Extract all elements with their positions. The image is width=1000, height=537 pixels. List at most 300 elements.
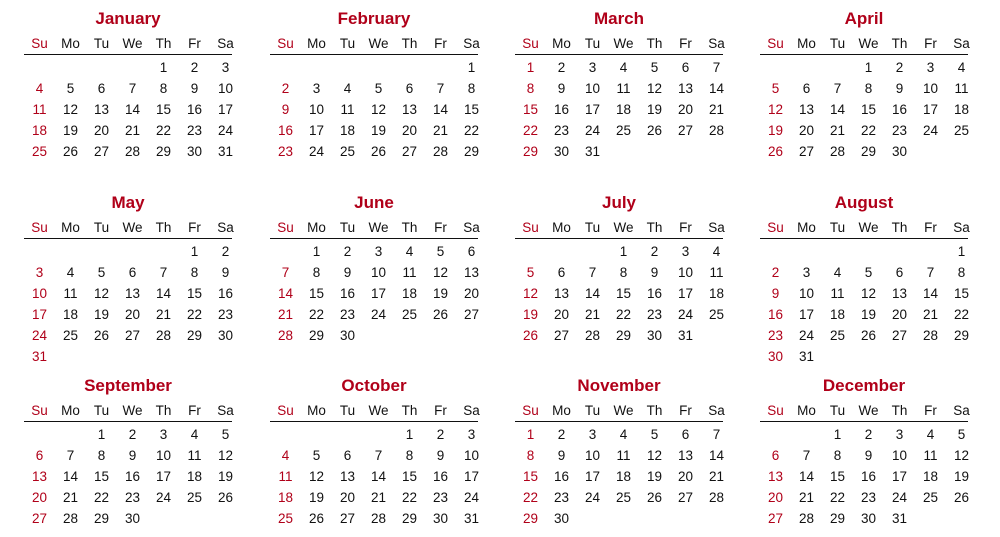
day-cell[interactable]: 23	[339, 307, 356, 322]
day-cell[interactable]: 15	[522, 469, 539, 484]
day-cell[interactable]: 23	[646, 307, 663, 322]
day-cell[interactable]: 16	[860, 469, 877, 484]
day-cell[interactable]: 30	[646, 328, 663, 343]
day-cell[interactable]: 8	[467, 81, 476, 96]
day-cell[interactable]: 27	[463, 307, 480, 322]
day-cell[interactable]: 8	[526, 448, 535, 463]
day-cell[interactable]: 7	[926, 265, 935, 280]
day-cell[interactable]: 19	[860, 307, 877, 322]
day-cell[interactable]: 16	[339, 286, 356, 301]
day-cell[interactable]: 20	[463, 286, 480, 301]
day-cell[interactable]: 3	[588, 427, 597, 442]
day-cell[interactable]: 12	[93, 286, 110, 301]
day-cell[interactable]: 26	[646, 123, 663, 138]
day-cell[interactable]: 29	[155, 144, 172, 159]
day-cell[interactable]: 21	[432, 123, 449, 138]
day-cell[interactable]: 30	[432, 511, 449, 526]
day-cell[interactable]: 27	[401, 144, 418, 159]
day-cell[interactable]: 1	[405, 427, 414, 442]
day-cell[interactable]: 6	[405, 81, 414, 96]
day-cell[interactable]: 16	[432, 469, 449, 484]
day-cell[interactable]: 15	[93, 469, 110, 484]
day-cell[interactable]: 23	[860, 490, 877, 505]
day-cell[interactable]: 25	[62, 328, 79, 343]
day-cell[interactable]: 20	[798, 123, 815, 138]
day-cell[interactable]: 10	[677, 265, 694, 280]
day-cell[interactable]: 13	[553, 286, 570, 301]
day-cell[interactable]: 1	[833, 427, 842, 442]
day-cell[interactable]: 28	[798, 511, 815, 526]
day-cell[interactable]: 7	[281, 265, 290, 280]
day-cell[interactable]: 30	[186, 144, 203, 159]
day-cell[interactable]: 15	[953, 286, 970, 301]
day-cell[interactable]: 19	[370, 123, 387, 138]
day-cell[interactable]: 7	[128, 81, 137, 96]
day-cell[interactable]: 28	[62, 511, 79, 526]
day-cell[interactable]: 12	[522, 286, 539, 301]
day-cell[interactable]: 9	[221, 265, 230, 280]
day-cell[interactable]: 5	[374, 81, 383, 96]
day-cell[interactable]: 23	[767, 328, 784, 343]
day-cell[interactable]: 4	[190, 427, 199, 442]
day-cell[interactable]: 4	[619, 427, 628, 442]
day-cell[interactable]: 27	[767, 511, 784, 526]
day-cell[interactable]: 29	[615, 328, 632, 343]
day-cell[interactable]: 1	[526, 60, 535, 75]
day-cell[interactable]: 30	[891, 144, 908, 159]
day-cell[interactable]: 8	[864, 81, 873, 96]
day-cell[interactable]: 12	[370, 102, 387, 117]
day-cell[interactable]: 12	[646, 81, 663, 96]
day-cell[interactable]: 22	[401, 490, 418, 505]
day-cell[interactable]: 14	[277, 286, 294, 301]
day-cell[interactable]: 19	[62, 123, 79, 138]
day-cell[interactable]: 4	[712, 244, 721, 259]
day-cell[interactable]: 18	[615, 102, 632, 117]
day-cell[interactable]: 13	[767, 469, 784, 484]
day-cell[interactable]: 1	[159, 60, 168, 75]
day-cell[interactable]: 25	[615, 123, 632, 138]
day-cell[interactable]: 15	[615, 286, 632, 301]
day-cell[interactable]: 19	[646, 102, 663, 117]
day-cell[interactable]: 16	[767, 307, 784, 322]
day-cell[interactable]: 30	[860, 511, 877, 526]
day-cell[interactable]: 10	[584, 81, 601, 96]
day-cell[interactable]: 21	[708, 102, 725, 117]
day-cell[interactable]: 9	[436, 448, 445, 463]
day-cell[interactable]: 5	[864, 265, 873, 280]
day-cell[interactable]: 29	[401, 511, 418, 526]
day-cell[interactable]: 8	[957, 265, 966, 280]
day-cell[interactable]: 19	[308, 490, 325, 505]
day-cell[interactable]: 12	[953, 448, 970, 463]
day-cell[interactable]: 22	[829, 490, 846, 505]
day-cell[interactable]: 4	[926, 427, 935, 442]
day-cell[interactable]: 3	[159, 427, 168, 442]
day-cell[interactable]: 7	[436, 81, 445, 96]
day-cell[interactable]: 11	[32, 102, 47, 117]
day-cell[interactable]: 16	[217, 286, 234, 301]
day-cell[interactable]: 3	[467, 427, 476, 442]
day-cell[interactable]: 1	[526, 427, 535, 442]
day-cell[interactable]: 8	[405, 448, 414, 463]
day-cell[interactable]: 1	[312, 244, 321, 259]
day-cell[interactable]: 2	[650, 244, 659, 259]
day-cell[interactable]: 27	[93, 144, 110, 159]
day-cell[interactable]: 3	[221, 60, 230, 75]
day-cell[interactable]: 9	[557, 81, 566, 96]
day-cell[interactable]: 11	[830, 286, 845, 301]
day-cell[interactable]: 23	[186, 123, 203, 138]
day-cell[interactable]: 25	[615, 490, 632, 505]
day-cell[interactable]: 16	[891, 102, 908, 117]
day-cell[interactable]: 15	[860, 102, 877, 117]
day-cell[interactable]: 2	[281, 81, 290, 96]
day-cell[interactable]: 25	[922, 490, 939, 505]
day-cell[interactable]: 25	[339, 144, 356, 159]
day-cell[interactable]: 6	[35, 448, 44, 463]
day-cell[interactable]: 24	[798, 328, 815, 343]
day-cell[interactable]: 30	[124, 511, 141, 526]
day-cell[interactable]: 28	[124, 144, 141, 159]
day-cell[interactable]: 26	[62, 144, 79, 159]
day-cell[interactable]: 8	[833, 448, 842, 463]
day-cell[interactable]: 8	[159, 81, 168, 96]
day-cell[interactable]: 26	[522, 328, 539, 343]
day-cell[interactable]: 23	[124, 490, 141, 505]
day-cell[interactable]: 29	[93, 511, 110, 526]
day-cell[interactable]: 31	[677, 328, 694, 343]
day-cell[interactable]: 12	[767, 102, 784, 117]
day-cell[interactable]: 9	[128, 448, 137, 463]
day-cell[interactable]: 13	[677, 81, 694, 96]
day-cell[interactable]: 5	[957, 427, 966, 442]
day-cell[interactable]: 3	[35, 265, 44, 280]
day-cell[interactable]: 20	[401, 123, 418, 138]
day-cell[interactable]: 13	[401, 102, 418, 117]
day-cell[interactable]: 14	[62, 469, 79, 484]
day-cell[interactable]: 13	[798, 102, 815, 117]
day-cell[interactable]: 19	[767, 123, 784, 138]
day-cell[interactable]: 26	[217, 490, 234, 505]
day-cell[interactable]: 6	[771, 448, 780, 463]
day-cell[interactable]: 7	[374, 448, 383, 463]
day-cell[interactable]: 19	[646, 469, 663, 484]
day-cell[interactable]: 26	[308, 511, 325, 526]
day-cell[interactable]: 11	[63, 286, 78, 301]
day-cell[interactable]: 21	[829, 123, 846, 138]
day-cell[interactable]: 15	[155, 102, 172, 117]
day-cell[interactable]: 31	[463, 511, 480, 526]
day-cell[interactable]: 22	[463, 123, 480, 138]
day-cell[interactable]: 14	[708, 81, 725, 96]
day-cell[interactable]: 21	[798, 490, 815, 505]
day-cell[interactable]: 18	[62, 307, 79, 322]
day-cell[interactable]: 2	[771, 265, 780, 280]
day-cell[interactable]: 18	[708, 286, 725, 301]
day-cell[interactable]: 24	[155, 490, 172, 505]
day-cell[interactable]: 27	[798, 144, 815, 159]
day-cell[interactable]: 10	[370, 265, 387, 280]
day-cell[interactable]: 14	[798, 469, 815, 484]
day-cell[interactable]: 15	[401, 469, 418, 484]
day-cell[interactable]: 4	[957, 60, 966, 75]
day-cell[interactable]: 2	[221, 244, 230, 259]
day-cell[interactable]: 8	[619, 265, 628, 280]
day-cell[interactable]: 17	[584, 102, 601, 117]
day-cell[interactable]: 27	[553, 328, 570, 343]
day-cell[interactable]: 15	[463, 102, 480, 117]
day-cell[interactable]: 7	[66, 448, 75, 463]
day-cell[interactable]: 10	[31, 286, 48, 301]
day-cell[interactable]: 20	[93, 123, 110, 138]
day-cell[interactable]: 1	[864, 60, 873, 75]
day-cell[interactable]: 6	[97, 81, 106, 96]
day-cell[interactable]: 11	[954, 81, 969, 96]
day-cell[interactable]: 17	[308, 123, 325, 138]
day-cell[interactable]: 13	[93, 102, 110, 117]
day-cell[interactable]: 27	[339, 511, 356, 526]
day-cell[interactable]: 24	[217, 123, 234, 138]
day-cell[interactable]: 23	[891, 123, 908, 138]
day-cell[interactable]: 7	[159, 265, 168, 280]
day-cell[interactable]: 14	[155, 286, 172, 301]
day-cell[interactable]: 15	[829, 469, 846, 484]
day-cell[interactable]: 9	[190, 81, 199, 96]
day-cell[interactable]: 16	[277, 123, 294, 138]
day-cell[interactable]: 7	[712, 427, 721, 442]
day-cell[interactable]: 1	[97, 427, 106, 442]
day-cell[interactable]: 17	[677, 286, 694, 301]
day-cell[interactable]: 14	[829, 102, 846, 117]
day-cell[interactable]: 3	[926, 60, 935, 75]
day-cell[interactable]: 20	[767, 490, 784, 505]
day-cell[interactable]: 3	[374, 244, 383, 259]
day-cell[interactable]: 27	[677, 490, 694, 505]
day-cell[interactable]: 10	[922, 81, 939, 96]
day-cell[interactable]: 22	[615, 307, 632, 322]
day-cell[interactable]: 20	[891, 307, 908, 322]
day-cell[interactable]: 16	[646, 286, 663, 301]
day-cell[interactable]: 6	[681, 60, 690, 75]
day-cell[interactable]: 29	[829, 511, 846, 526]
day-cell[interactable]: 27	[31, 511, 48, 526]
day-cell[interactable]: 12	[432, 265, 449, 280]
day-cell[interactable]: 23	[553, 123, 570, 138]
day-cell[interactable]: 27	[891, 328, 908, 343]
day-cell[interactable]: 9	[281, 102, 290, 117]
day-cell[interactable]: 19	[217, 469, 234, 484]
day-cell[interactable]: 5	[526, 265, 535, 280]
day-cell[interactable]: 23	[217, 307, 234, 322]
day-cell[interactable]: 17	[31, 307, 48, 322]
day-cell[interactable]: 24	[308, 144, 325, 159]
day-cell[interactable]: 2	[436, 427, 445, 442]
day-cell[interactable]: 6	[467, 244, 476, 259]
day-cell[interactable]: 18	[186, 469, 203, 484]
day-cell[interactable]: 10	[584, 448, 601, 463]
day-cell[interactable]: 12	[217, 448, 234, 463]
day-cell[interactable]: 24	[677, 307, 694, 322]
day-cell[interactable]: 17	[584, 469, 601, 484]
day-cell[interactable]: 13	[31, 469, 48, 484]
day-cell[interactable]: 27	[677, 123, 694, 138]
day-cell[interactable]: 9	[557, 448, 566, 463]
day-cell[interactable]: 22	[860, 123, 877, 138]
day-cell[interactable]: 15	[308, 286, 325, 301]
day-cell[interactable]: 21	[922, 307, 939, 322]
day-cell[interactable]: 5	[66, 81, 75, 96]
day-cell[interactable]: 6	[343, 448, 352, 463]
day-cell[interactable]: 9	[343, 265, 352, 280]
day-cell[interactable]: 10	[463, 448, 480, 463]
day-cell[interactable]: 7	[802, 448, 811, 463]
day-cell[interactable]: 18	[615, 469, 632, 484]
day-cell[interactable]: 4	[281, 448, 290, 463]
day-cell[interactable]: 18	[31, 123, 48, 138]
day-cell[interactable]: 12	[308, 469, 325, 484]
day-cell[interactable]: 28	[584, 328, 601, 343]
day-cell[interactable]: 30	[339, 328, 356, 343]
day-cell[interactable]: 16	[553, 102, 570, 117]
day-cell[interactable]: 28	[370, 511, 387, 526]
day-cell[interactable]: 2	[128, 427, 137, 442]
day-cell[interactable]: 31	[798, 349, 815, 364]
day-cell[interactable]: 5	[221, 427, 230, 442]
day-cell[interactable]: 13	[891, 286, 908, 301]
day-cell[interactable]: 17	[798, 307, 815, 322]
day-cell[interactable]: 8	[312, 265, 321, 280]
day-cell[interactable]: 4	[405, 244, 414, 259]
day-cell[interactable]: 21	[155, 307, 172, 322]
day-cell[interactable]: 22	[522, 490, 539, 505]
day-cell[interactable]: 29	[186, 328, 203, 343]
day-cell[interactable]: 15	[186, 286, 203, 301]
day-cell[interactable]: 31	[31, 349, 48, 364]
day-cell[interactable]: 11	[187, 448, 202, 463]
day-cell[interactable]: 14	[432, 102, 449, 117]
day-cell[interactable]: 20	[553, 307, 570, 322]
day-cell[interactable]: 2	[343, 244, 352, 259]
day-cell[interactable]: 29	[953, 328, 970, 343]
day-cell[interactable]: 30	[553, 511, 570, 526]
day-cell[interactable]: 8	[190, 265, 199, 280]
day-cell[interactable]: 28	[708, 490, 725, 505]
day-cell[interactable]: 22	[522, 123, 539, 138]
day-cell[interactable]: 28	[432, 144, 449, 159]
day-cell[interactable]: 26	[646, 490, 663, 505]
day-cell[interactable]: 17	[370, 286, 387, 301]
day-cell[interactable]: 28	[922, 328, 939, 343]
day-cell[interactable]: 11	[616, 81, 631, 96]
day-cell[interactable]: 25	[277, 511, 294, 526]
day-cell[interactable]: 7	[588, 265, 597, 280]
day-cell[interactable]: 17	[217, 102, 234, 117]
day-cell[interactable]: 18	[922, 469, 939, 484]
day-cell[interactable]: 25	[186, 490, 203, 505]
day-cell[interactable]: 14	[922, 286, 939, 301]
day-cell[interactable]: 26	[953, 490, 970, 505]
day-cell[interactable]: 26	[860, 328, 877, 343]
day-cell[interactable]: 17	[891, 469, 908, 484]
day-cell[interactable]: 4	[619, 60, 628, 75]
day-cell[interactable]: 27	[124, 328, 141, 343]
day-cell[interactable]: 1	[957, 244, 966, 259]
day-cell[interactable]: 3	[681, 244, 690, 259]
day-cell[interactable]: 5	[650, 60, 659, 75]
day-cell[interactable]: 13	[339, 469, 356, 484]
day-cell[interactable]: 18	[277, 490, 294, 505]
day-cell[interactable]: 12	[62, 102, 79, 117]
day-cell[interactable]: 29	[463, 144, 480, 159]
day-cell[interactable]: 4	[35, 81, 44, 96]
day-cell[interactable]: 6	[802, 81, 811, 96]
day-cell[interactable]: 26	[767, 144, 784, 159]
day-cell[interactable]: 2	[895, 60, 904, 75]
day-cell[interactable]: 25	[31, 144, 48, 159]
day-cell[interactable]: 16	[553, 469, 570, 484]
day-cell[interactable]: 23	[277, 144, 294, 159]
day-cell[interactable]: 20	[339, 490, 356, 505]
day-cell[interactable]: 7	[833, 81, 842, 96]
day-cell[interactable]: 19	[522, 307, 539, 322]
day-cell[interactable]: 18	[401, 286, 418, 301]
day-cell[interactable]: 24	[370, 307, 387, 322]
day-cell[interactable]: 31	[584, 144, 601, 159]
day-cell[interactable]: 3	[312, 81, 321, 96]
day-cell[interactable]: 16	[124, 469, 141, 484]
day-cell[interactable]: 21	[124, 123, 141, 138]
day-cell[interactable]: 25	[401, 307, 418, 322]
day-cell[interactable]: 13	[677, 448, 694, 463]
day-cell[interactable]: 5	[436, 244, 445, 259]
day-cell[interactable]: 5	[97, 265, 106, 280]
day-cell[interactable]: 6	[128, 265, 137, 280]
day-cell[interactable]: 8	[97, 448, 106, 463]
day-cell[interactable]: 5	[650, 427, 659, 442]
day-cell[interactable]: 10	[155, 448, 172, 463]
day-cell[interactable]: 10	[798, 286, 815, 301]
day-cell[interactable]: 25	[953, 123, 970, 138]
day-cell[interactable]: 11	[402, 265, 417, 280]
day-cell[interactable]: 10	[217, 81, 234, 96]
day-cell[interactable]: 24	[891, 490, 908, 505]
day-cell[interactable]: 9	[895, 81, 904, 96]
day-cell[interactable]: 5	[312, 448, 321, 463]
day-cell[interactable]: 17	[463, 469, 480, 484]
day-cell[interactable]: 22	[186, 307, 203, 322]
day-cell[interactable]: 30	[767, 349, 784, 364]
day-cell[interactable]: 15	[522, 102, 539, 117]
day-cell[interactable]: 21	[584, 307, 601, 322]
day-cell[interactable]: 6	[557, 265, 566, 280]
day-cell[interactable]: 12	[646, 448, 663, 463]
day-cell[interactable]: 3	[588, 60, 597, 75]
day-cell[interactable]: 26	[432, 307, 449, 322]
day-cell[interactable]: 19	[93, 307, 110, 322]
day-cell[interactable]: 28	[829, 144, 846, 159]
day-cell[interactable]: 26	[370, 144, 387, 159]
day-cell[interactable]: 2	[557, 60, 566, 75]
day-cell[interactable]: 10	[891, 448, 908, 463]
day-cell[interactable]: 20	[677, 469, 694, 484]
day-cell[interactable]: 29	[522, 511, 539, 526]
day-cell[interactable]: 16	[186, 102, 203, 117]
day-cell[interactable]: 20	[124, 307, 141, 322]
day-cell[interactable]: 4	[833, 265, 842, 280]
day-cell[interactable]: 30	[217, 328, 234, 343]
day-cell[interactable]: 24	[463, 490, 480, 505]
